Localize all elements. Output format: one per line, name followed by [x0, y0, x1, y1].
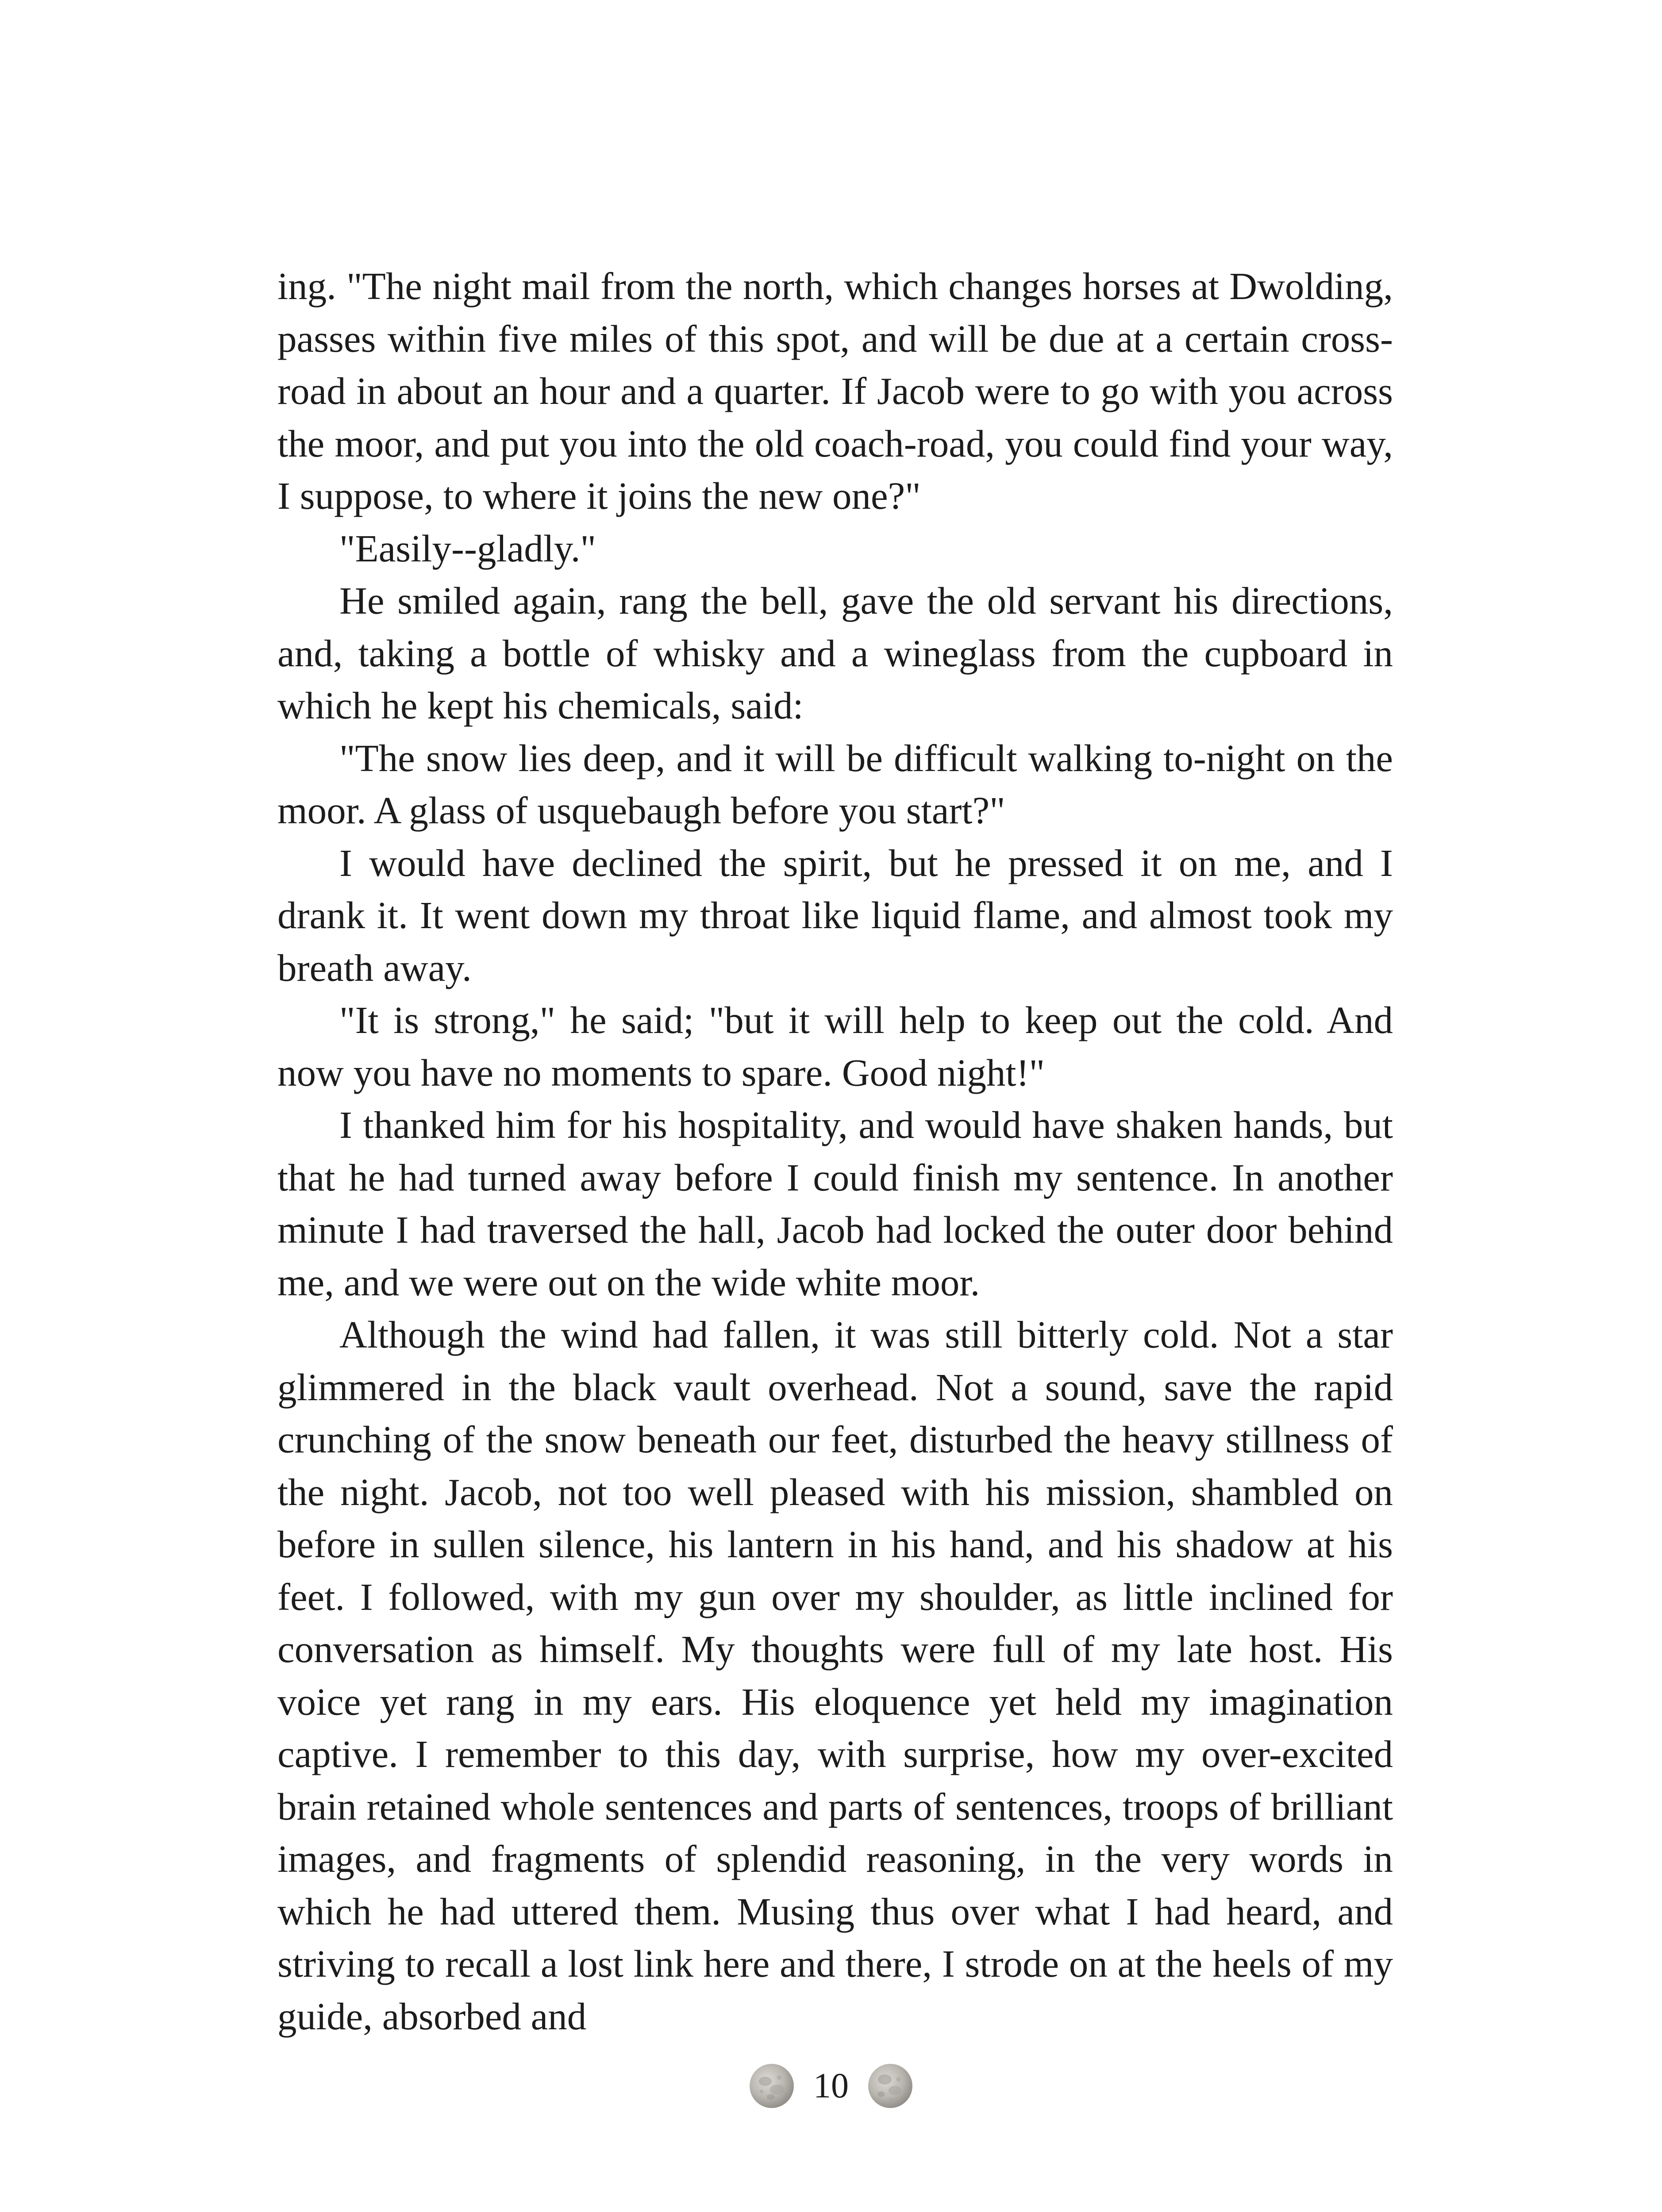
page-number: 10	[813, 2066, 849, 2105]
moon-icon	[867, 2063, 913, 2109]
paragraph: "The snow lies deep, and it will be difficult walking to-night on the moor. A glass of usquebaugh before you start?"	[277, 736, 1393, 832]
page-footer	[0, 2057, 1662, 2115]
moon-icon	[749, 2063, 795, 2109]
paragraph: ing. "The night mail from the north, which changes horses at Dwolding, passes within five miles of this spot, and will be due at a certain cross-road in about an hour and a quarter. If Jacob were to go with you across the moor, and put you into the old coach-road, you could find your way, I suppose, to where it joins the new one?"	[277, 265, 1393, 517]
paragraph: I would have declined the spirit, but he pressed it on me, and I drank it. It went down my throat like liquid flame, and almost took my breath away.	[277, 841, 1393, 989]
body-text	[277, 260, 1393, 2043]
paragraph: "Easily--gladly."	[339, 526, 596, 570]
paragraph: "It is strong," he said; "but it will help to keep out the cold. And now you have no moments to spare. Good night!"	[277, 998, 1393, 1094]
paragraph: I thanked him for his hospitality, and would have shaken hands, but that he had turned away before I could finish my sentence. In another minute I had traversed the hall, Jacob had locked the outer door behind me, and we were out on the wide white moor.	[277, 1103, 1393, 1304]
paragraph: He smiled again, rang the bell, gave the old servant his directions, and, taking a bottle of whisky and a wineglass from the cupboard in which he kept his chemicals, said:	[277, 579, 1393, 727]
paragraph: Although the wind had fallen, it was still bitterly cold. Not a star glimmered in the black vault overhead. Not a sound, save the rapid crunching of the snow beneath our feet, disturbed the heavy stillness of the night. Jacob, not too well pleased with his mission, shambled on before in sullen silence, his lantern in his hand, and his shadow at his feet. I followed, with my gun over my shoulder, as little inclined for conversation as himself. My thoughts were full of my late host. His voice yet rang in my ears. His eloquence yet held my imagination captive. I remember to this day, with surprise, how my over-excited brain retained whole sentences and parts of sentences, troops of brilliant images, and fragments of splendid reasoning, in the very words in which he had uttered them. Musing thus over what I had heard, and striving to recall a lost link here and there, I strode on at the heels of my guide, absorbed and	[277, 1313, 1393, 2038]
